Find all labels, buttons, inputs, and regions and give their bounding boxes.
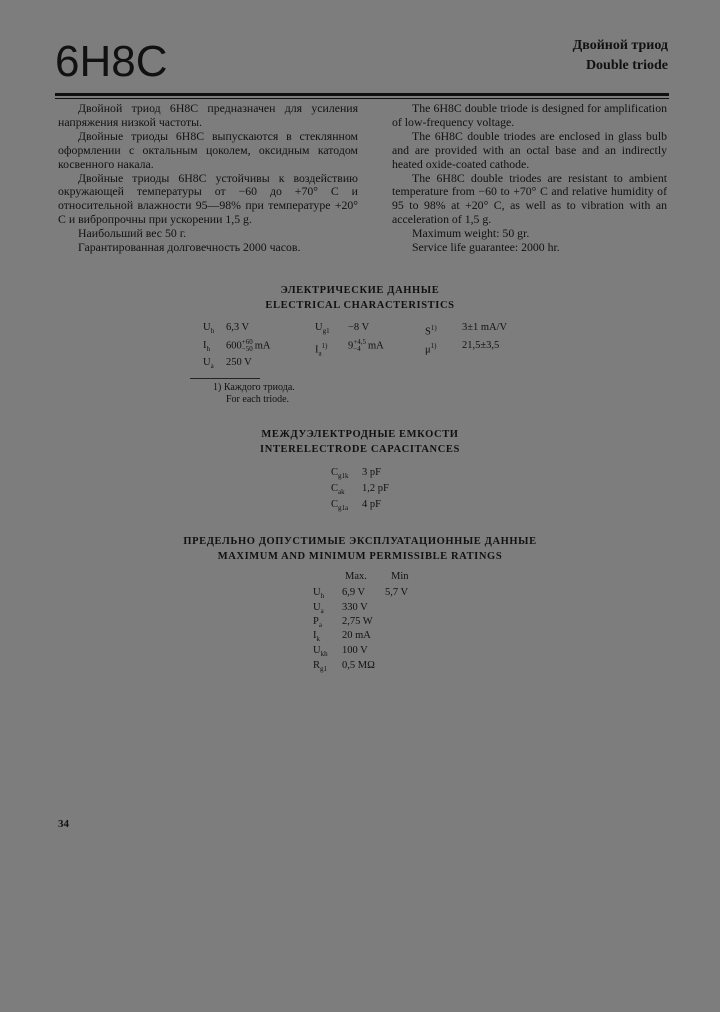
param-subscript: h	[210, 327, 215, 336]
param-symbol: I	[203, 340, 207, 351]
param-symbol: U	[203, 357, 211, 368]
param-symbol: I	[315, 344, 319, 356]
description-ru-paragraph: Двойные триоды 6H8C выпускаются в стеклянном оформлении с октальным цоколем, оксидным катодом косвенного накала.	[58, 128, 358, 171]
param-anode-current-value	[348, 339, 384, 353]
param-amplification-factor-value: 21,5±3,5	[462, 340, 500, 351]
capacitance-value: 3 pF	[362, 467, 381, 478]
param-heater-current	[203, 339, 210, 356]
capacitance-value: 1,2 pF	[362, 483, 389, 494]
value-main: 600	[226, 340, 242, 352]
param-symbol: μ	[425, 344, 431, 356]
footnote-text-ru: Каждого триода.	[223, 382, 295, 393]
param-symbol: U	[313, 645, 321, 656]
description-en	[392, 102, 667, 255]
footnote-ref: 1)	[430, 342, 437, 350]
param-symbol: C	[331, 467, 339, 478]
param-anode-voltage	[203, 356, 214, 373]
param-subscript: a	[320, 607, 324, 616]
param-subscript: a	[318, 621, 322, 630]
electrical-title-en: ELECTRICAL CHARACTERISTICS	[265, 300, 455, 311]
param-subscript: ak	[338, 488, 345, 497]
value-unit: mA	[254, 340, 271, 352]
value-main: 9	[348, 340, 354, 352]
ratings-col-max: Max.	[345, 571, 367, 582]
ratings-col-min: Min	[391, 571, 409, 582]
rating-max: 330 V	[342, 602, 368, 613]
param-symbol: C	[331, 483, 339, 494]
electrical-title-ru: ЭЛЕКТРИЧЕСКИЕ ДАННЫЕ	[280, 285, 440, 296]
capacitance-row	[331, 466, 349, 483]
header-title-en: Double triode	[585, 58, 668, 73]
param-symbol: U	[313, 602, 321, 613]
param-symbol: S	[425, 326, 431, 338]
param-subscript: kh	[320, 650, 328, 659]
footnote-rule	[190, 378, 260, 379]
footnote-text-en: For each triode.	[226, 394, 290, 405]
value-unit: mA	[367, 340, 384, 352]
header-title-ru: Двойной триод	[572, 38, 668, 53]
rating-min: 5,7 V	[385, 587, 409, 598]
rating-max: 2,75 W	[342, 616, 373, 627]
param-grid-voltage	[315, 321, 330, 338]
tolerance-lower: −50	[241, 345, 253, 353]
footnote-ref: 1)	[430, 324, 437, 332]
rating-symbol	[313, 659, 327, 676]
param-symbol: I	[313, 630, 317, 641]
param-subscript: h	[206, 345, 210, 354]
footnote-ref: 1)	[321, 342, 328, 350]
param-symbol: P	[313, 616, 319, 627]
footnote	[213, 382, 295, 394]
param-symbol: R	[313, 660, 321, 671]
param-subscript: a	[318, 349, 322, 358]
description-en-paragraph: The 6H8C double triode is designed for amplification of low-frequency voltage.	[392, 101, 667, 129]
capacitances-title-en: INTERELECTRODE CAPACITANCES	[260, 444, 460, 455]
param-transconductance	[425, 321, 437, 340]
description-ru-paragraph: Гарантированная долговечность 2000 часов.	[78, 240, 301, 255]
ratings-title-ru: ПРЕДЕЛЬНО ДОПУСТИМЫЕ ЭКСПЛУАТАЦИОННЫЕ ДАННЫЕ	[183, 536, 537, 547]
capacitance-value: 4 pF	[362, 499, 381, 510]
param-subscript: h	[320, 592, 325, 601]
tolerance-upper: +60	[241, 338, 253, 346]
param-subscript: a	[210, 362, 214, 371]
param-subscript: g1	[322, 327, 330, 336]
rating-max: 6,9 V	[342, 587, 366, 598]
param-anode-voltage-value: 250 V	[226, 357, 252, 368]
param-symbol: U	[313, 587, 321, 598]
capacitance-row	[331, 482, 345, 499]
param-heater-voltage-value: 6,3 V	[226, 322, 250, 333]
param-subscript: g1k	[338, 472, 349, 481]
ratings-title-en: MAXIMUM AND MINIMUM PERMISSIBLE RATINGS	[217, 551, 503, 562]
param-symbol: U	[315, 322, 323, 333]
description-ru-paragraph: Двойной триод 6H8C предназначен для усиления напряжения низкой частоты.	[58, 101, 358, 129]
header-rule-thin	[55, 98, 669, 99]
param-subscript: g1a	[338, 504, 349, 513]
param-heater-current-value	[226, 339, 270, 353]
param-transconductance-value: 3±1 mA/V	[462, 322, 508, 333]
tolerance-lower: −4	[353, 345, 361, 353]
capacitances-title-ru: МЕЖДУЭЛЕКТРОДНЫЕ ЕМКОСТИ	[261, 429, 459, 440]
description-en-paragraph: The 6H8C double triodes are enclosed in glass bulb and are provided with an octal base and an indirectly heated oxide-coated cathode.	[392, 128, 667, 171]
param-anode-current	[315, 339, 327, 361]
description-ru-paragraph: Двойные триоды 6H8C устойчивы к воздействию окружающей температуры от −60 до +70° C и относительной влажности 95—98% при температуре +20° C и вибропрочны при ускорении 1,5 g.	[58, 170, 358, 227]
param-grid-voltage-value: −8 V	[348, 322, 370, 333]
tube-type-title: 6H8C	[55, 37, 168, 86]
param-symbol: C	[331, 499, 339, 510]
param-subscript: g1	[320, 665, 328, 674]
param-symbol: U	[203, 322, 211, 333]
description-en-paragraph: Service life guarantee: 2000 hr.	[412, 240, 560, 255]
description-en-paragraph: Maximum weight: 50 gr.	[412, 226, 530, 241]
param-amplification-factor	[425, 339, 436, 358]
param-subscript: k	[316, 635, 320, 644]
header-rule-thick	[55, 93, 669, 96]
rating-max: 100 V	[342, 645, 368, 656]
capacitance-row	[331, 498, 348, 515]
footnote-mark: 1)	[213, 382, 222, 393]
description-ru-paragraph: Наибольший вес 50 г.	[78, 226, 187, 241]
page-number: 34	[58, 818, 69, 830]
rating-max: 0,5 MΩ	[342, 660, 375, 671]
tolerance-upper: +4,5	[353, 338, 366, 346]
param-heater-voltage	[203, 321, 214, 338]
description-en-paragraph: The 6H8C double triodes are resistant to ambient temperature from −60 to +70° C and relative humidity of 95 to 98% at +20° C, as well as to vibration with an acceleration of 1,5 g.	[392, 170, 667, 227]
rating-max: 20 mA	[342, 630, 371, 641]
description-ru	[58, 102, 358, 255]
